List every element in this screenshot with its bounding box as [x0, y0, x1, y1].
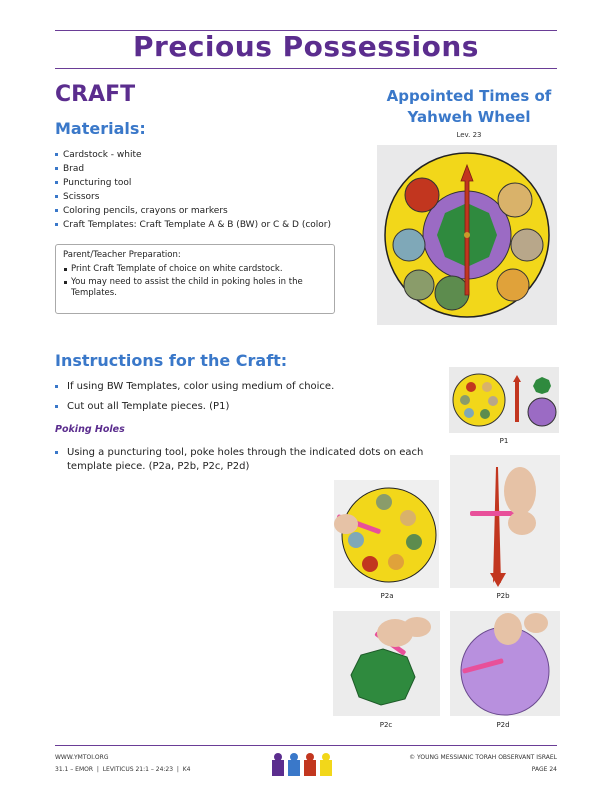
materials-item: Scissors: [55, 190, 331, 204]
footer-divider: |: [94, 766, 103, 773]
instruction-item: Cut out all Template pieces. (P1): [55, 400, 435, 414]
craft-heading: CRAFT: [55, 82, 136, 107]
caption-p2c: P2c: [379, 721, 393, 729]
preparation-item: Print Craft Template of choice on white cardstock.: [63, 264, 327, 275]
materials-item: Cardstock - white: [55, 148, 331, 162]
photo-p2a: [334, 480, 439, 588]
logo-figures-icon: [270, 752, 342, 778]
arrow-poking-illustration: [450, 455, 560, 588]
materials-heading: Materials:: [55, 119, 146, 138]
footer-page-number: PAGE 24: [531, 766, 557, 773]
instruction-item: If using BW Templates, color using medium of choice.: [55, 380, 435, 394]
materials-item: Craft Templates: Craft Template A & B (BW) or C & D (color): [55, 218, 331, 232]
caption-p2b: P2b: [496, 592, 510, 600]
poking-item: Using a puncturing tool, poke holes through the indicated dots on each template piece. (P2a, P2b, P2c, P2d): [55, 446, 435, 474]
wheel-title-line1: Appointed Times of: [386, 87, 552, 105]
completed-wheel-photo: [377, 145, 557, 325]
instructions-list: [55, 380, 435, 420]
preparation-list: [63, 264, 327, 299]
preparation-item: You may need to assist the child in poking holes in the Templates.: [63, 277, 327, 299]
title-underline: [55, 68, 557, 69]
materials-list: [55, 148, 331, 232]
materials-item: Coloring pencils, crayons or markers: [55, 204, 331, 218]
logo: [270, 752, 342, 778]
caption-p2d: P2d: [496, 721, 510, 729]
hexagon-poking-illustration: [333, 611, 440, 716]
wheel-title: [385, 86, 553, 128]
photo-p2d: [450, 611, 560, 716]
caption-p1: P1: [499, 437, 509, 445]
footer-divider: |: [174, 766, 183, 773]
footer-rule: [55, 745, 557, 746]
photo-p1: [449, 367, 559, 433]
purple-circle-poking-illustration: [450, 611, 560, 716]
footer-grade: K4: [182, 766, 191, 773]
footer-reference: LEVITICUS 21:1 – 24:23: [102, 766, 174, 773]
footer-lesson-info: [55, 766, 190, 773]
wheel-title-line2: Yahweh Wheel: [407, 108, 531, 126]
template-pieces-illustration: [449, 367, 559, 433]
footer-website: WWW.YMTOI.ORG: [55, 754, 109, 761]
page-title: Precious Possessions: [133, 30, 479, 63]
instructions-heading: Instructions for the Craft:: [55, 351, 288, 370]
poking-holes-heading: Poking Holes: [55, 424, 125, 435]
wheel-reference: Lev. 23: [456, 131, 482, 139]
photo-p2b: [450, 455, 560, 588]
caption-p2a: P2a: [380, 592, 394, 600]
poking-list: [55, 446, 435, 480]
photo-p2c: [333, 611, 440, 716]
footer-copyright: © YOUNG MESSIANIC TORAH OBSERVANT ISRAEL: [409, 754, 557, 761]
materials-item: Brad: [55, 162, 331, 176]
preparation-box: [55, 244, 335, 314]
wheel-illustration: [377, 145, 557, 325]
materials-item: Puncturing tool: [55, 176, 331, 190]
wheel-poking-illustration: [334, 480, 439, 588]
footer-series: 31.1 – EMOR: [55, 766, 94, 773]
preparation-title: Parent/Teacher Preparation:: [63, 250, 181, 260]
